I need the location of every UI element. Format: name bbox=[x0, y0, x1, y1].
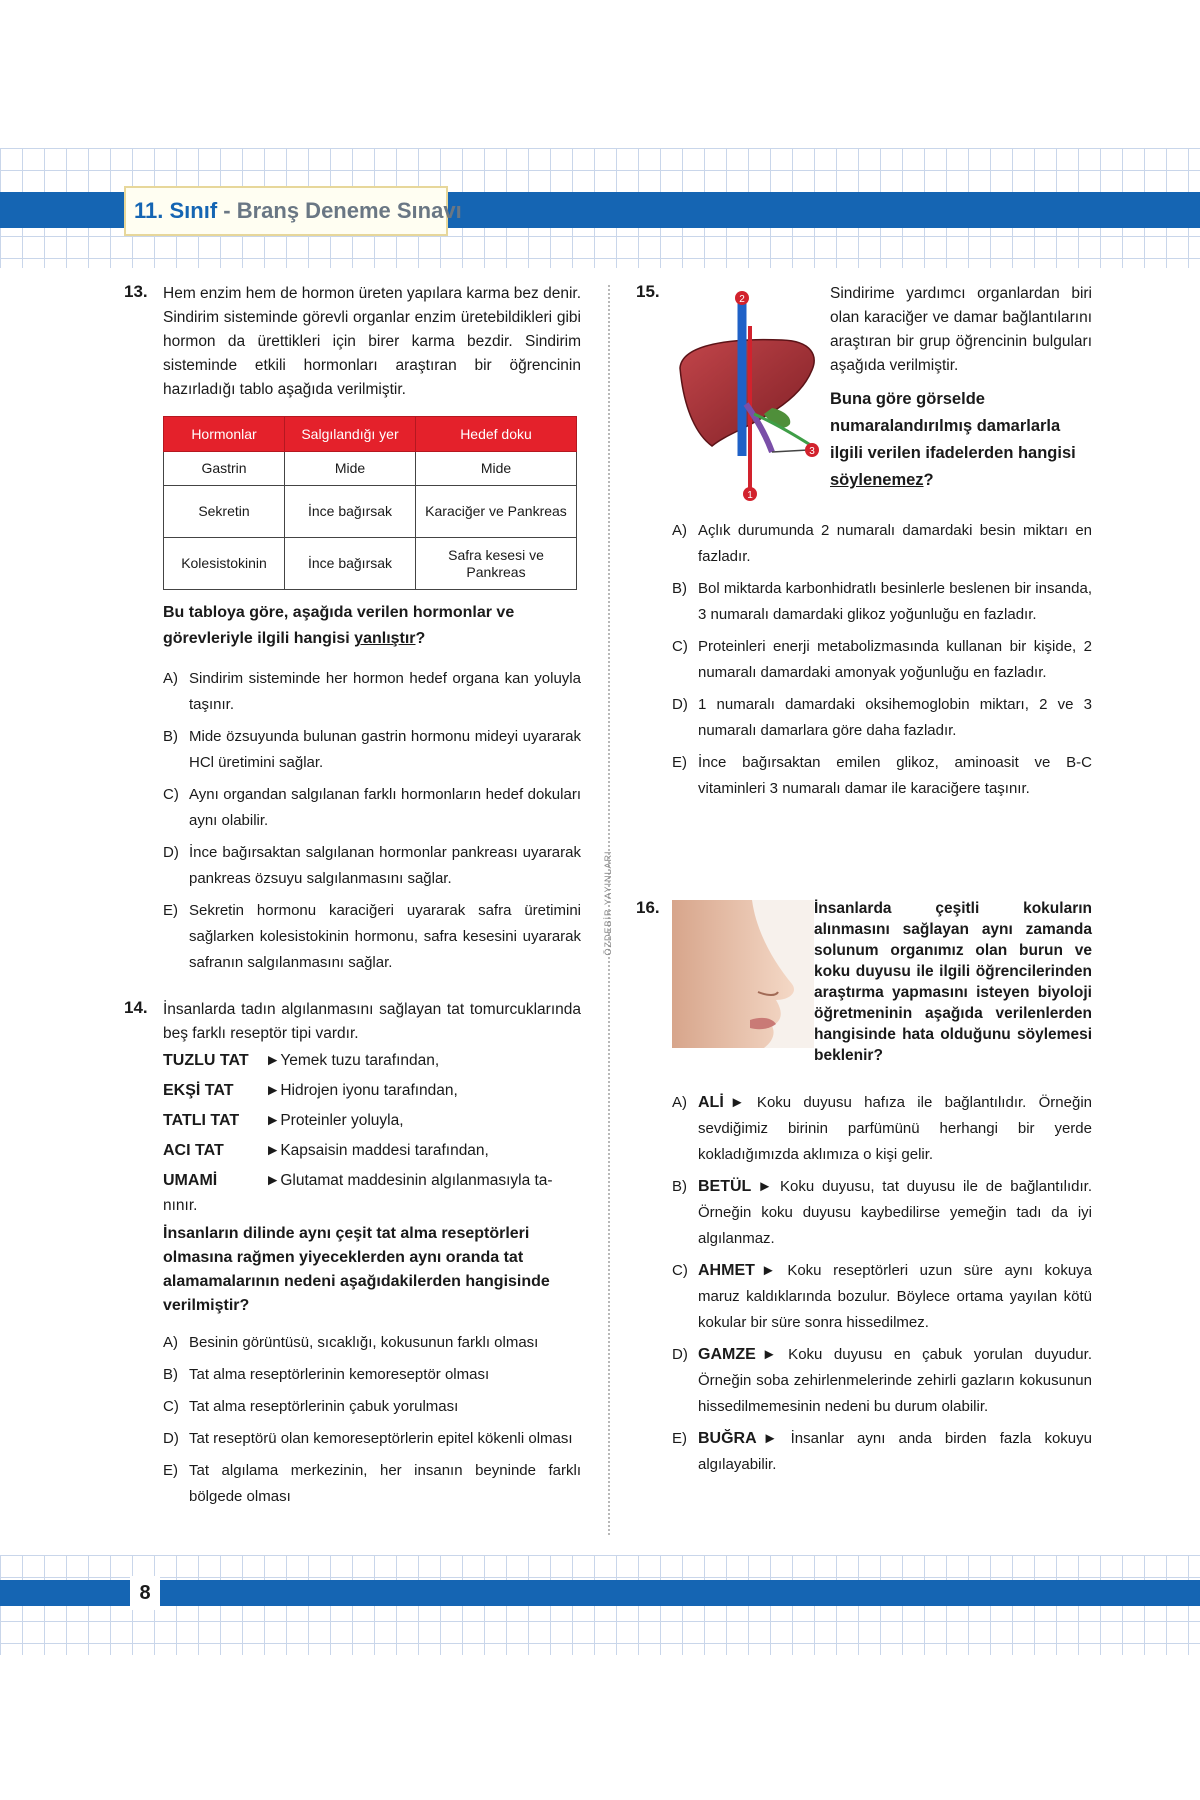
arrow-line bbox=[772, 450, 808, 452]
publisher-brand: ÖZDEBİR YAYINLARI bbox=[603, 850, 613, 956]
svg-text:3: 3 bbox=[809, 446, 815, 457]
table-cell: Gastrin bbox=[164, 452, 285, 486]
answer-option[interactable]: D) 1 numaralı damardaki oksihemoglobin miktarı, 2 ve 3 numaralı damarlara göre daha fazladır. bbox=[672, 696, 1092, 739]
taste-item: ACI TAT ►Kapsaisin maddesi tarafından, bbox=[163, 1142, 489, 1159]
table-row bbox=[164, 486, 577, 538]
table-header: Salgılandığı yer bbox=[285, 417, 416, 452]
q13-number: 13. bbox=[124, 282, 148, 301]
answer-option[interactable]: A) Açlık durumunda 2 numaralı damardaki besin miktarı en fazladır. bbox=[672, 522, 1092, 565]
hormone-table bbox=[163, 416, 577, 590]
header-grade: 11. Sınıf bbox=[134, 198, 218, 223]
table-row bbox=[164, 538, 577, 590]
table-cell: İnce bağırsak bbox=[285, 538, 416, 590]
q14-number: 14. bbox=[124, 998, 148, 1017]
answer-option[interactable]: C) Proteinleri enerji metabolizmasında kullanan bir kişide, 2 numaralı damardaki amonyak yoğunluğu en fazladır. bbox=[672, 638, 1092, 681]
answer-option[interactable]: B) BETÜL ► Koku duyusu, tat duyusu ile de bağlantılıdır. Örneğin koku duyusu kaybedilirse yemeğin tadı da iyi algılanmaz. bbox=[672, 1178, 1092, 1247]
table-header: Hormonlar bbox=[164, 417, 285, 452]
table-cell: Sekretin bbox=[164, 486, 285, 538]
q15-options bbox=[672, 518, 1092, 808]
table-cell: İnce bağırsak bbox=[285, 486, 416, 538]
q15-number: 15. bbox=[636, 282, 660, 301]
taste-item: TUZLU TAT ►Yemek tuzu tarafından, bbox=[163, 1052, 440, 1069]
answer-option[interactable]: C) AHMET ► Koku reseptörleri uzun süre aynı kokuya maruz kaldıklarında bozulur. Böylece ortama yayılan kötü kokular bir süre sonra hissedilmez. bbox=[672, 1262, 1092, 1331]
table-header: Hedef doku bbox=[416, 417, 577, 452]
q14-intro: İnsanlarda tadın algılanmasını sağlayan tat tomurcuklarında beş farklı reseptör tipi vardır. bbox=[163, 1001, 581, 1042]
answer-option[interactable]: A) ALİ ► Koku duyusu hafıza ile bağlantılıdır. Örneğin sevdiğimiz birinin parfümünü herhangi bir yerde kokladığımızda aklımıza o kişi gelir. bbox=[672, 1094, 1092, 1163]
answer-option[interactable]: E) Sekretin hormonu karaciğeri uyararak safra üretimini sağlarken kolesistokinin hormonu, safra kesesini uyararak safranın salgılanmasını sağlar. bbox=[163, 902, 581, 971]
table-header-row bbox=[164, 417, 577, 452]
question-15 bbox=[830, 282, 1092, 494]
answer-option[interactable]: A) Besinin görüntüsü, sıcaklığı, kokusunun farklı olması bbox=[163, 1334, 539, 1351]
table-cell: Karaciğer ve Pankreas bbox=[416, 486, 577, 538]
table-cell: Mide bbox=[285, 452, 416, 486]
q14-question: İnsanların dilinde aynı çeşit tat alma reseptörleri olmasına rağmen yiyeceklerden aynı oranda tat alamamalarının nedeni aşağıdakilerden hangisinde verilmiştir? bbox=[163, 1225, 550, 1314]
bottom-blue-bar bbox=[0, 1580, 1200, 1606]
table-cell: Mide bbox=[416, 452, 577, 486]
answer-option[interactable]: E) Tat algılama merkezinin, her insanın beyninde farklı bölgede olması bbox=[163, 1462, 581, 1505]
q14-tail: nınır. bbox=[163, 1197, 198, 1214]
page-number: 8 bbox=[130, 1576, 160, 1610]
question-14 bbox=[163, 998, 581, 1516]
question-13 bbox=[163, 282, 581, 982]
liver-diagram bbox=[672, 286, 822, 506]
page-header bbox=[124, 186, 462, 236]
taste-item: TATLI TAT ►Proteinler yoluyla, bbox=[163, 1112, 404, 1129]
q16-number: 16. bbox=[636, 898, 660, 917]
q16-question: İnsanlarda çeşitli kokuların alınmasını sağlayan aynı zamanda solunum organımız olan burun ve koku duyusu ile ilgili öğrencilerinden araştırma yapmasını isteyen biyoloji öğretmeninin aşağıda verilenlerden hangisinde hata olduğunu söylemesi beklenir? bbox=[814, 900, 1092, 1064]
answer-option[interactable]: B) Mide özsuyunda bulunan gastrin hormonu mideyi uyararak HCl üretimini sağlar. bbox=[163, 728, 581, 771]
table-row bbox=[164, 452, 577, 486]
liver-shape bbox=[680, 340, 814, 446]
svg-text:1: 1 bbox=[747, 490, 753, 501]
table-cell: Safra kesesi ve Pankreas bbox=[416, 538, 577, 590]
q16-options bbox=[672, 1090, 1092, 1484]
q13-question: Bu tabloya göre, aşağıda verilen hormonlar ve görevleriyle ilgili hangisi yanlıştır? bbox=[163, 604, 515, 647]
answer-option[interactable]: A) Sindirim sisteminde her hormon hedef organa kan yoluyla taşınır. bbox=[163, 670, 581, 713]
taste-item: UMAMİ ►Glutamat maddesinin algılanmasıyla ta- bbox=[163, 1172, 553, 1189]
answer-option[interactable]: B) Tat alma reseptörlerinin kemoreseptör olması bbox=[163, 1366, 490, 1383]
answer-option[interactable]: E) BUĞRA ► İnsanlar aynı anda birden fazla kokuyu algılayabilir. bbox=[672, 1430, 1092, 1473]
taste-item: EKŞİ TAT ►Hidrojen iyonu tarafından, bbox=[163, 1082, 458, 1099]
answer-option[interactable]: D) GAMZE ► Koku duyusu en çabuk yorulan duyudur. Örneğin soba zehirlenmelerinde zehirli gazların kokusunun hissedilmemesinin nedeni bu durum olabilir. bbox=[672, 1346, 1092, 1415]
table-cell: Kolesistokinin bbox=[164, 538, 285, 590]
answer-option[interactable]: C) Tat alma reseptörlerinin çabuk yorulması bbox=[163, 1398, 459, 1415]
svg-text:2: 2 bbox=[739, 294, 745, 305]
q15-intro: Sindirime yardımcı organlardan biri olan karaciğer ve damar bağlantılarını araştıran bir grup öğrencinin bulguları aşağıda verilmiştir. bbox=[830, 285, 1092, 374]
answer-option[interactable]: E) İnce bağırsaktan emilen glikoz, aminoasit ve B-C vitaminleri 3 numaralı damar ile karaciğere taşınır. bbox=[672, 754, 1092, 797]
answer-option[interactable]: B) Bol miktarda karbonhidratlı besinlerle beslenen bir insanda, 3 numaralı damardaki glikoz yoğunluğu en fazladır. bbox=[672, 580, 1092, 623]
answer-option[interactable]: D) İnce bağırsaktan salgılanan hormonlar pankreası uyararak pankreas özsuyu salgılanmasını sağlar. bbox=[163, 844, 581, 887]
answer-option[interactable]: D) Tat reseptörü olan kemoreseptörlerin epitel kökenli olması bbox=[163, 1430, 573, 1447]
nose-photo bbox=[672, 900, 814, 1048]
answer-option[interactable]: C) Aynı organdan salgılanan farklı hormonların hedef dokuları aynı olabilir. bbox=[163, 786, 581, 829]
q13-intro: Hem enzim hem de hormon üreten yapılara karma bez denir. Sindirim sisteminde görevli organlar enzim üretebildikleri gibi hormon da ürettikleri için birer karma bezdir. Sindirim sisteminde etkili hormonları araştıran bir öğrencinin hazırladığı tablo aşağıda verilmiştir. bbox=[163, 285, 581, 398]
q15-question: Buna göre görselde numaralandırılmış damarlarla ilgili verilen ifadelerden hangisi söylenemez? bbox=[830, 390, 1076, 489]
header-title: - Branş Deneme Sınavı bbox=[217, 198, 462, 223]
